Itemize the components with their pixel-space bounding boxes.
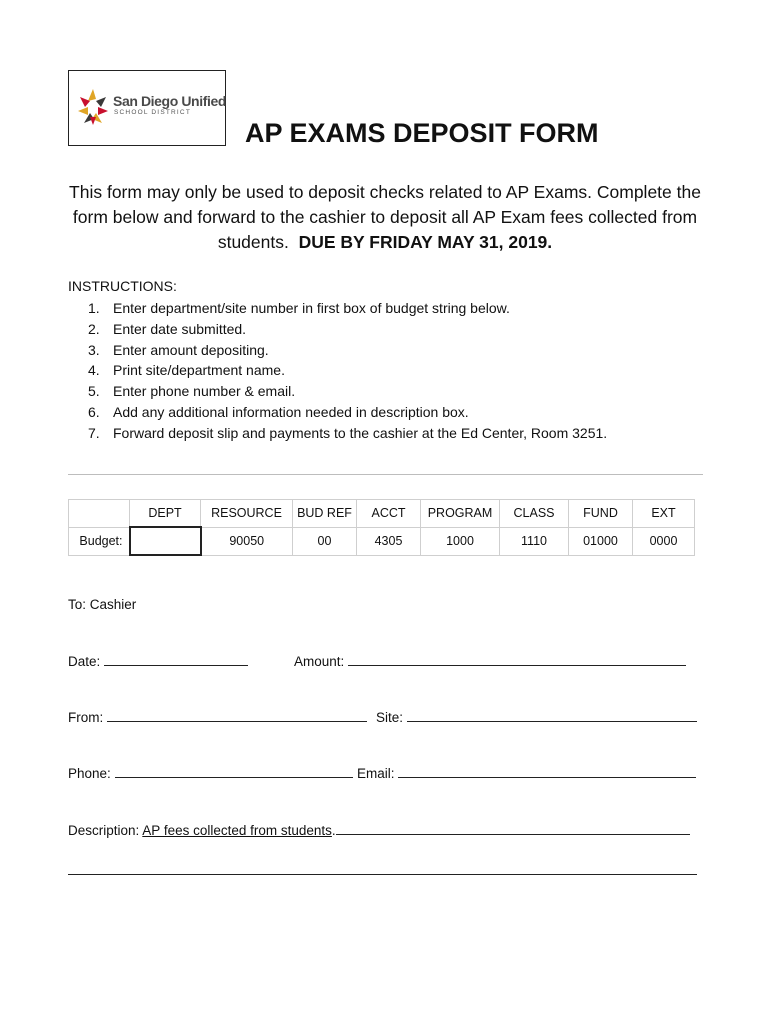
- header-class: CLASS: [500, 500, 569, 528]
- instruction-item: 5. Enter phone number & email.: [88, 383, 296, 400]
- site-field: [376, 709, 697, 725]
- due-date-text: DUE BY FRIDAY MAY 31, 2019.: [298, 232, 553, 252]
- bud-ref-value: 00: [293, 527, 357, 555]
- class-value: 1110: [500, 527, 569, 555]
- page-title: AP EXAMS DEPOSIT FORM: [245, 118, 599, 148]
- budget-corner-cell: [69, 500, 130, 528]
- phone-label: Phone:: [68, 766, 111, 781]
- budget-row-label: Budget:: [69, 527, 130, 555]
- amount-input-line[interactable]: [348, 653, 686, 666]
- instruction-item: 4. Print site/department name.: [88, 362, 285, 379]
- instructions-list: [88, 298, 607, 444]
- email-input-line[interactable]: [398, 765, 696, 778]
- email-field: [357, 765, 696, 781]
- description-label: Description:: [68, 823, 140, 838]
- instruction-item: 1. Enter department/site number in first box of budget string below.: [88, 300, 510, 316]
- intro-text: This form may only be used to deposit checks related to AP Exams. Complete the form below and forward to the cashier to deposit all AP Exam fees collected from students.: [69, 182, 701, 252]
- budget-header-row: [69, 500, 695, 528]
- ext-value: 0000: [633, 527, 695, 555]
- from-field: [68, 709, 367, 725]
- budget-value-row: [69, 527, 695, 555]
- header-acct: ACCT: [357, 500, 421, 528]
- description-value[interactable]: AP fees collected from students: [142, 823, 332, 838]
- logo-name: San Diego Unified: [113, 93, 226, 109]
- from-input-line[interactable]: [107, 709, 367, 722]
- phone-input-line[interactable]: [115, 765, 353, 778]
- acct-value: 4305: [357, 527, 421, 555]
- description-input-line[interactable]: [336, 822, 690, 835]
- date-field: [68, 653, 248, 669]
- instructions-heading: INSTRUCTIONS:: [68, 278, 177, 294]
- header-resource: RESOURCE: [201, 500, 293, 528]
- site-input-line[interactable]: [407, 709, 697, 722]
- header-program: PROGRAM: [421, 500, 500, 528]
- date-label: Date:: [68, 654, 101, 669]
- instruction-item: 3. Enter amount depositing.: [88, 341, 269, 358]
- email-label: Email:: [357, 766, 395, 781]
- header-bud-ref: BUD REF: [293, 500, 357, 528]
- logo-subtitle: SCHOOL DISTRICT: [114, 109, 191, 116]
- from-label: From:: [68, 710, 104, 725]
- section-divider: [68, 474, 703, 475]
- dept-input-cell[interactable]: [130, 527, 201, 555]
- description-continuation: [68, 862, 697, 878]
- header-ext: EXT: [633, 500, 695, 528]
- header-dept: DEPT: [130, 500, 201, 528]
- fund-value: 01000: [569, 527, 633, 555]
- budget-string-table: [68, 499, 695, 556]
- amount-field: [294, 653, 686, 669]
- header-fund: FUND: [569, 500, 633, 528]
- description-line-2[interactable]: [68, 862, 697, 875]
- site-label: Site:: [376, 710, 404, 725]
- phone-field: [68, 765, 353, 781]
- to-cashier-label: To: Cashier: [68, 597, 137, 612]
- district-logo: [68, 70, 226, 146]
- instruction-item: 7. Forward deposit slip and payments to the cashier at the Ed Center, Room 3251.: [88, 424, 608, 441]
- amount-label: Amount:: [294, 654, 345, 669]
- intro-paragraph: [60, 180, 710, 255]
- description-period: .: [331, 823, 336, 838]
- instruction-item: 2. Enter date submitted.: [88, 320, 247, 337]
- program-value: 1000: [421, 527, 500, 555]
- instruction-item: 6. Add any additional information needed in description box.: [88, 403, 469, 420]
- date-input-line[interactable]: [104, 653, 248, 666]
- resource-value: 90050: [201, 527, 293, 555]
- description-field: [68, 822, 690, 838]
- star-flower-logo-icon: [76, 87, 110, 127]
